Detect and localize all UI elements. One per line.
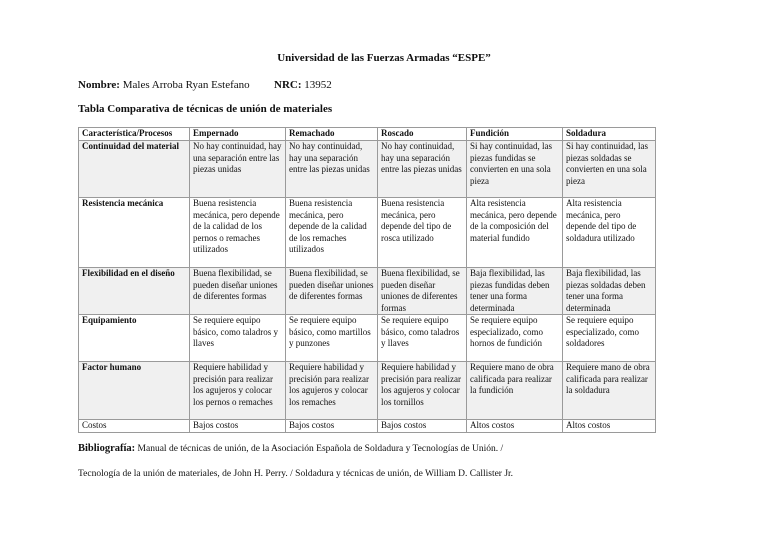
table-cell: Buena flexibilidad, se pueden diseñar uniones de diferentes formas xyxy=(378,268,467,315)
header-caracteristica: Característica/Procesos xyxy=(79,128,190,141)
row-label: Resistencia mecánica xyxy=(79,198,190,268)
nrc-info xyxy=(274,79,332,91)
document-title: Universidad de las Fuerzas Armadas “ESPE” xyxy=(277,52,491,64)
table-cell: Buena resistencia mecánica, pero depende de la calidad de los remaches utilizados xyxy=(286,198,378,268)
table-row xyxy=(79,420,656,433)
table-cell: Alta resistencia mecánica, pero depende del tipo de soldadura utilizado xyxy=(563,198,656,268)
row-label: Equipamiento xyxy=(79,315,190,362)
table-cell: Si hay continuidad, las piezas fundidas se convierten en una sola pieza xyxy=(467,141,563,198)
table-cell: Bajos costos xyxy=(378,420,467,433)
table-row xyxy=(79,315,656,362)
row-label: Costos xyxy=(79,420,190,433)
header-empernado: Empernado xyxy=(190,128,286,141)
name-label: Nombre: xyxy=(78,79,120,91)
bibliography-label: Bibliografía: xyxy=(78,443,136,454)
row-label: Flexibilidad en el diseño xyxy=(79,268,190,315)
bibliography-line-1: Manual de técnicas de unión, de la Asociación Española de Soldadura y Tecnologías de Unión. / xyxy=(137,444,504,454)
table-cell: Se requiere equipo especializado, como hornos de fundición xyxy=(467,315,563,362)
table-cell: Si hay continuidad, las piezas soldadas se convierten en una sola pieza xyxy=(563,141,656,198)
table-cell: No hay continuidad, hay una separación entre las piezas unidas xyxy=(378,141,467,198)
row-label: Factor humano xyxy=(79,362,190,420)
nrc-value: 13952 xyxy=(304,79,332,91)
table-cell: Requiere mano de obra calificada para realizar la fundición xyxy=(467,362,563,420)
name-value: Males Arroba Ryan Estefano xyxy=(122,79,250,91)
comparison-table xyxy=(78,127,656,433)
table-cell: No hay continuidad, hay una separación entre las piezas unidas xyxy=(286,141,378,198)
table-cell: Se requiere equipo básico, como taladros y llaves xyxy=(378,315,467,362)
table-cell: Buena resistencia mecánica, pero depende del tipo de rosca utilizado xyxy=(378,198,467,268)
nrc-label: NRC: xyxy=(274,79,302,91)
table-row xyxy=(79,362,656,420)
table-cell: Se requiere equipo básico, como martillos y punzones xyxy=(286,315,378,362)
table-cell: Bajos costos xyxy=(286,420,378,433)
table-cell: Se requiere equipo especializado, como soldadores xyxy=(563,315,656,362)
bibliography xyxy=(78,443,688,454)
table-cell: Alta resistencia mecánica, pero depende de la composición del material fundido xyxy=(467,198,563,268)
table-cell: Buena flexibilidad, se pueden diseñar uniones de diferentes formas xyxy=(190,268,286,315)
table-cell: No hay continuidad, hay una separación entre las piezas unidas xyxy=(190,141,286,198)
table-row xyxy=(79,268,656,315)
row-label: Continuidad del material xyxy=(79,141,190,198)
header-roscado: Roscado xyxy=(378,128,467,141)
table-row xyxy=(79,198,656,268)
table-cell: Requiere habilidad y precisión para realizar los agujeros y colocar los remaches xyxy=(286,362,378,420)
table-row xyxy=(79,141,656,198)
table-cell: Requiere habilidad y precisión para realizar los agujeros y colocar los tornillos xyxy=(378,362,467,420)
table-cell: Baja flexibilidad, las piezas soldadas deben tener una forma determinada xyxy=(563,268,656,315)
table-cell: Altos costos xyxy=(467,420,563,433)
table-cell: Baja flexibilidad, las piezas fundidas deben tener una forma determinada xyxy=(467,268,563,315)
table-cell: Requiere habilidad y precisión para realizar los agujeros y colocar los pernos o remaches xyxy=(190,362,286,420)
student-info xyxy=(78,79,332,91)
bibliography-line-2: Tecnología de la unión de materiales, de John H. Perry. / Soldadura y técnicas de unión, de William D. Callister Jr. xyxy=(78,469,514,479)
table-header-row xyxy=(79,128,656,141)
table-cell: Altos costos xyxy=(563,420,656,433)
header-fundicion: Fundición xyxy=(467,128,563,141)
table-cell: Se requiere equipo básico, como taladros y llaves xyxy=(190,315,286,362)
table-cell: Buena flexibilidad, se pueden diseñar uniones de diferentes formas xyxy=(286,268,378,315)
table-cell: Bajos costos xyxy=(190,420,286,433)
header-soldadura: Soldadura xyxy=(563,128,656,141)
header-remachado: Remachado xyxy=(286,128,378,141)
table-cell: Requiere mano de obra calificada para realizar la soldadura xyxy=(563,362,656,420)
table-cell: Buena resistencia mecánica, pero depende de la calidad de los pernos o remaches utilizados xyxy=(190,198,286,268)
table-title: Tabla Comparativa de técnicas de unión de materiales xyxy=(78,103,333,115)
